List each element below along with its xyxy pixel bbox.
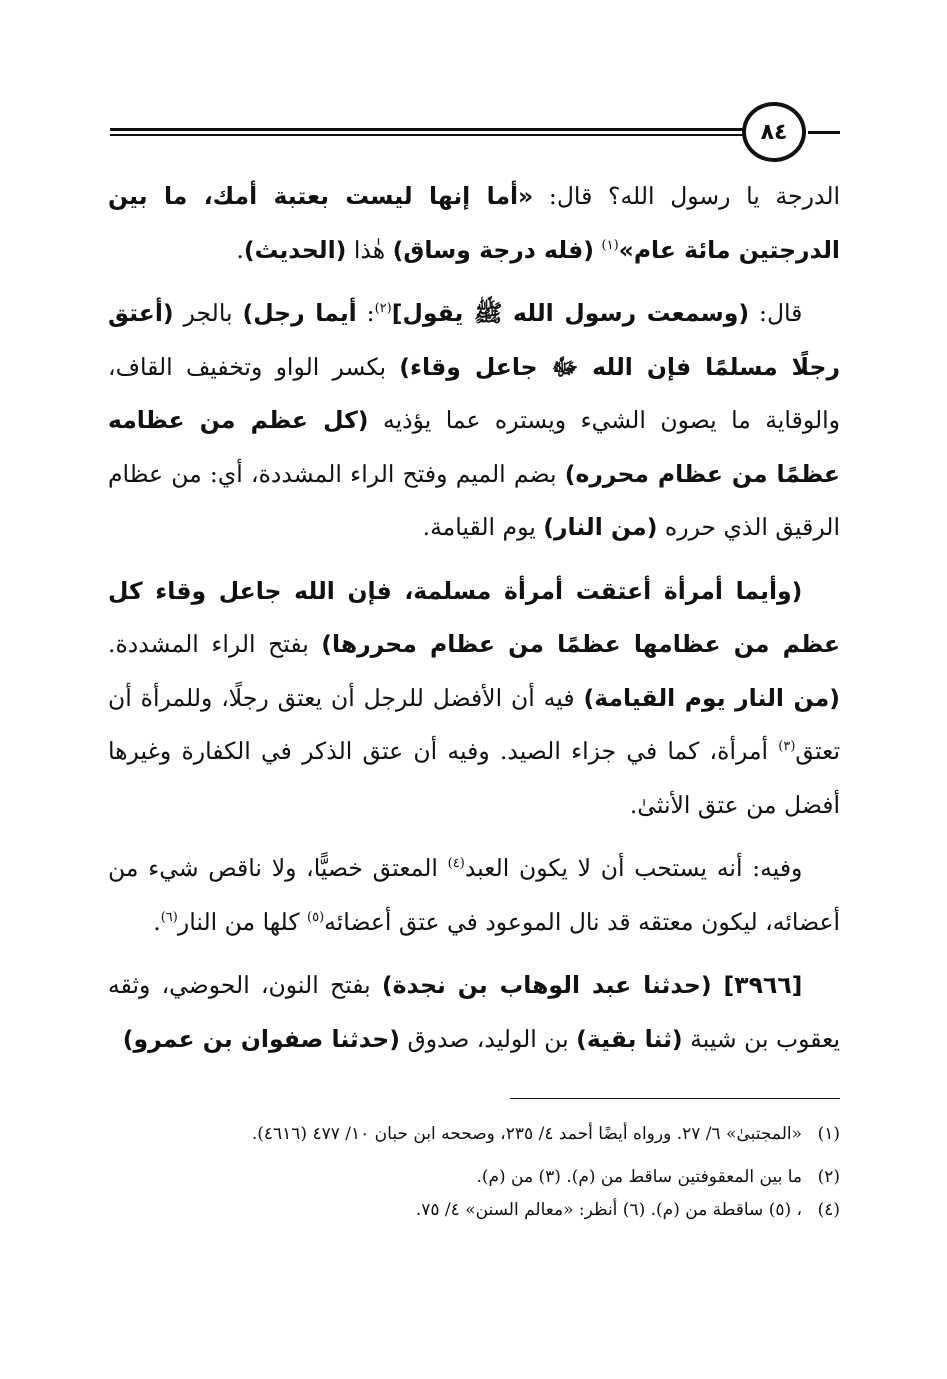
text-run: وفيه: أنه يستحب أن لا يكون العبد <box>464 854 803 882</box>
text-run: يوم القيامة. <box>422 513 544 541</box>
text-run: أمرأة، كما في جزاء الصيد. وفيه أن عتق الذكر في الكفارة وغيرها أفضل من عتق الأنثىٰ. <box>108 737 840 819</box>
hadith-quote: (الحديث) <box>243 235 347 264</box>
text-run: بفتح النون، الحوضي، وثقه يعقوب بن شيبة <box>108 971 840 1053</box>
footnote-number: (٤) <box>817 1200 840 1220</box>
text-run: : <box>356 299 375 327</box>
paragraph-5 <box>108 959 840 1066</box>
text-run: بضم الميم وفتح الراء المشددة، أي: من عظام الرقيق الذي حرره <box>108 459 840 541</box>
hadith-quote: (حدثنا صفوان بن عمرو) <box>122 1024 400 1053</box>
text-run: قال: <box>749 299 803 327</box>
text-run: بفتح الراء المشددة. <box>108 630 322 658</box>
header-rule-right <box>808 131 840 134</box>
hadith-quote: (وأيما أمرأة أعتقت أمرأة مسلمة، فإن الله جاعل وقاء كل عظم من عظامها عظمًا من عظام محررها) <box>108 576 840 658</box>
footnote-text: ، (٥) ساقطة من (م). (٦) أنظر: «معالم السنن» ٤/ ٧٥. <box>415 1200 802 1220</box>
text-run: بن الوليد، صدوق <box>399 1024 577 1053</box>
text-run: المعتق خصيًّا، ولا ناقص شيء من أعضائه، ليكون معتقه قد نال الموعود في عتق أعضائه <box>108 854 840 936</box>
hadith-quote: (وسمعت رسول الله ﷺ يقول] <box>391 299 750 327</box>
text-run: كلها من النار <box>177 907 307 936</box>
footnote-number: (١) <box>817 1124 840 1144</box>
text-run: . <box>153 907 161 936</box>
footnote-ref-3: (٣) <box>778 739 796 754</box>
footnote-ref-2: (٢) <box>374 301 392 316</box>
footnote-ref-6: (٦) <box>160 909 178 925</box>
footnote-ref-5: (٥) <box>307 909 325 925</box>
footnote-separator <box>510 1098 840 1099</box>
footnote-1 <box>108 1118 840 1151</box>
footnote-ref-1: (١) <box>601 237 619 253</box>
page-number: ٨٤ <box>742 102 806 162</box>
hadith-quote: «أما إنها ليست بعتبة أمك، ما بين الدرجتين مائة عام» <box>108 182 840 264</box>
text-run: فيه أن الأفضل للرجل أن يعتق رجلًا، وللمرأة أن تعتق <box>108 683 840 765</box>
text-run: بكسر الواو وتخفيف القاف، والوقاية ما يصون الشيء ويستره عما يؤذيه <box>108 352 840 434</box>
hadith-quote: أيما رجل) <box>242 299 357 327</box>
text-run <box>594 236 601 264</box>
paragraph-4 <box>108 842 840 949</box>
hadith-quote: (أعتق رجلًا مسلمًا فإن الله ﷻ جاعل وقاء) <box>108 299 840 381</box>
paragraph-1 <box>108 170 840 277</box>
hadith-quote: (من النار) <box>543 513 658 541</box>
footnote-ref-4: (٤) <box>447 856 465 871</box>
footnotes <box>108 1118 840 1227</box>
footnote-text: «المجتبىٰ» ٦/ ٢٧. ورواه أيضًا أحمد ٤/ ٢٣٥، وصححه ابن حبان ١٠/ ٤٧٧ (٤٦١٦). <box>251 1124 802 1144</box>
page-header <box>110 100 840 180</box>
footnote-2 <box>108 1161 840 1194</box>
hadith-quote: (من النار يوم القيامة) <box>583 683 840 712</box>
footnote-text: ما بين المعقوفتين ساقط من (م). (٣) من (م). <box>476 1167 802 1187</box>
footnote-number: (٢) <box>817 1167 840 1187</box>
text-run: الدرجة يا رسول الله؟ قال: <box>533 182 841 210</box>
hadith-quote: (فله درجة وساق) <box>392 235 595 264</box>
text-run: . <box>236 235 244 264</box>
hadith-quote: [٣٩٦٦] (حدثنا عبد الوهاب بن نجدة) <box>381 971 803 999</box>
hadith-quote: (ثنا بقية) <box>576 1024 683 1053</box>
text-run: هٰذا <box>346 235 393 264</box>
main-text <box>108 170 840 1076</box>
footnote-3 <box>108 1194 840 1227</box>
paragraph-3 <box>108 565 840 833</box>
header-rule-thin <box>110 134 750 136</box>
text-run: بالجر <box>173 299 243 327</box>
header-rule-thick <box>110 128 750 131</box>
paragraph-2 <box>108 287 840 555</box>
hadith-quote: (كل عظم من عظامه عظمًا من عظام محرره) <box>108 406 840 488</box>
